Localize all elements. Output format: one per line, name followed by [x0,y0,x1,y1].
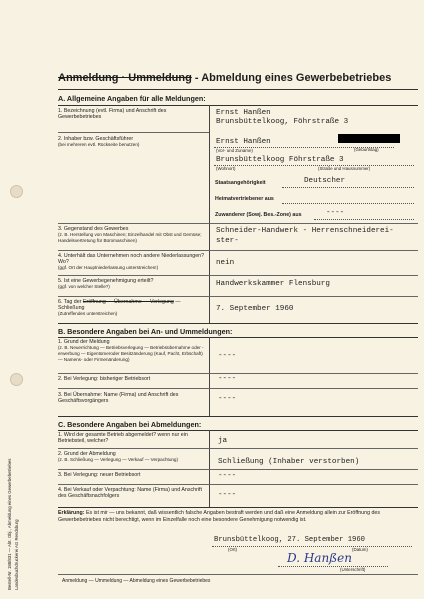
a2-label-sub: (bei mehreren evtl. Rückseite benutzen) [58,142,140,148]
divider [58,105,418,106]
divider [58,574,418,575]
c3-label [58,472,208,478]
street-caption: (Straße und Hausnummer) [318,166,371,171]
divider [58,448,418,449]
c2-label-sub: (z. B. Schließung — Verlegung — Verkauf — Verpachtung) [58,457,179,463]
a4-label-sub: (ggf. Ort der Hauptniederlassung unterstreichen!) [58,265,159,271]
a6-label-text: 6. Tag der [58,299,83,305]
zone-line [314,219,414,220]
side-print-line2: Landesbuchdruckerei AG Rendsburg [14,519,19,590]
citizenship-line [282,187,414,188]
c1-value: ja [218,437,228,445]
b2-label [58,376,208,382]
column-divider [209,337,210,416]
c2-label [58,451,208,463]
address-line [214,165,414,166]
a5-label-text: 5. Ist eine Gewerbegenehmigung erteilt? [58,278,154,284]
footer-title: Anmeldung — Ummeldung — Abmeldung eines Gewerbebetriebes [62,578,211,584]
c2-label-text: 2. Grund der Abmeldung [58,451,116,457]
a6-label [58,299,208,317]
a5-label [58,278,208,290]
b2-label-text: 2. Bei Verlegung: bisheriger Betriebsort [58,376,151,382]
punch-hole [10,373,23,386]
side-print [3,440,33,590]
zone-value: ---- [326,209,345,217]
a3-label-text: 3. Gegenstand des Gewerbes [58,226,129,232]
divider [58,388,418,389]
divider [58,469,418,470]
c4-label-text: 4. Bei Verkauf oder Verpachtung: Name (Firma) und Anschrift des Geschäftsnachfolgers [58,487,202,500]
a3-value-line2: ster- [216,237,239,245]
c3-value: ---- [218,472,237,480]
column-divider [209,105,210,323]
date-caption: (Datum) [352,547,368,552]
signature-text: D. Hanßen [287,551,353,565]
owner-address: Brunsbüttelkoog Föhrstraße 3 [216,156,344,164]
b1-label [58,339,208,363]
a3-label-sub: (z. B. Herstellung von Maschinen; Einzelhandel mit Obst und Gemüse; Handelsvertretung für Büromaschinen) [58,232,202,244]
divider [58,507,418,508]
a6-label-sub: (Zutreffendes unterstreichen) [58,311,118,317]
a2-label [58,136,208,148]
signature-line [278,566,388,567]
place-caption: (Ort) [228,547,238,552]
signature-caption: (Unterschrift) [340,567,366,572]
punch-hole [10,185,23,198]
b3-value: ---- [218,395,237,403]
c3-label-text: 3. Bei Verlegung: neuer Betriebsort [58,472,141,478]
b3-label [58,392,208,404]
a1-value-line1: Ernst Hanßen [216,109,271,117]
divider [58,250,418,251]
declaration [58,510,418,523]
a5-value: Handwerkskammer Flensburg [216,280,330,288]
a4-value: nein [216,259,235,267]
expellee-label: Heimatvertriebener aus [215,196,274,202]
divider [58,484,418,485]
declaration-text: Es ist mir — uns bekannt, daß wissentlich falsche Angaben bestraft werden und daß eine Anmeldung allein zur Eröffnung des Gewerbebetriebes nicht berechtigt, wenn im Einzelfalle noch eine besondere Genehmigung notwendig ist. [58,510,381,523]
owner-name: Ernst Hanßen [216,138,271,146]
divider [58,132,209,133]
title-struck-part: Anmeldung · Ummeldung [58,72,192,84]
a2-label-text: 2. Inhaber bzw. Geschäftsführer [58,136,134,142]
title-rule [58,89,418,90]
c1-label-text: 1. Wird der gesamte Betrieb abgemeldet? wenn nur ein Betriebsteil, welcher? [58,432,188,445]
b2-value: ---- [218,375,237,383]
title-main-part: - Abmeldung eines Gewerbebetriebes [191,72,392,84]
a3-label [58,226,208,244]
a6-value: 7. September 1960 [216,305,294,313]
divider [58,430,418,431]
c4-value: ---- [218,491,237,499]
c2-value: Schließung (Inhaber verstorben) [218,458,360,466]
citizenship-label: Staatsangehörigkeit [215,180,266,186]
redaction-bar [338,134,400,143]
declaration-lead: Erklärung: [58,510,85,516]
section-a-heading: A. Allgemeine Angaben für alle Meldungen: [58,94,206,103]
zone-label: Zuwanderer (Sowj. Bes.-Zone) aus [215,212,302,218]
a6-label-struck: Eröffnung — Übernahme — Verlegung [82,299,174,305]
section-b-heading: B. Besondere Angaben bei An- und Ummeldungen: [58,327,233,336]
place-date: Brunsbüttelkoog, 27. September 1960 [214,536,365,544]
residence-caption: (Wohnort) [216,166,236,171]
b1-value: ---- [218,352,237,360]
divider [58,337,418,338]
a4-label-text: 4. Unterhält das Unternehmen noch andere Niederlassungen? Wo? [58,253,205,266]
form-title [58,72,418,84]
divider [58,296,418,297]
c1-label [58,432,208,444]
divider [58,323,418,324]
signature [285,548,357,566]
a1-label [58,108,208,120]
side-print-line1: Bestell-Nr. 188/831 — Abt. Obj., Abmeldung eines Gewerbebetriebes [7,458,12,590]
a5-label-sub: (ggf. von welcher Stelle?) [58,284,110,290]
name-caption: (Vor- und Zuname) [216,148,253,153]
divider [58,416,418,417]
place-date-line [212,546,412,547]
citizenship-value: Deutscher [304,177,346,185]
b1-label-sub: (z. B. Neuerrichtung — Betriebsverlegung — Betriebsübernahme oder -erwerbung — Eigentümeroder Besitzänderung (Kauf, Pacht, Erbschaft) — Namens- oder Firmenänderung) [58,345,204,363]
divider [58,275,418,276]
section-c-heading: C. Besondere Angaben bei Abmeldungen: [58,420,202,429]
b3-label-text: 3. Bei Übernahme: Name (Firma) und Anschrift des Geschäftsvorgängers [58,392,179,405]
expellee-line [282,203,414,204]
birthdate-caption: (Geburtstag) [354,147,379,152]
a1-value-line2: Brunsbüttelkoog, Föhrstraße 3 [216,118,349,126]
c4-label [58,487,208,499]
a4-label [58,253,208,271]
divider [58,373,418,374]
a1-label-text: 1. Bezeichnung (evtl. Firma) und Anschrift des Gewerbebetriebes [58,108,167,121]
divider [58,223,418,224]
a6-label-closure: — Schließung [58,299,181,312]
a3-value-line1: Schneider-Handwerk - Herrenschneiderei- [216,227,394,235]
b1-label-text: 1. Grund der Meldung [58,339,110,345]
